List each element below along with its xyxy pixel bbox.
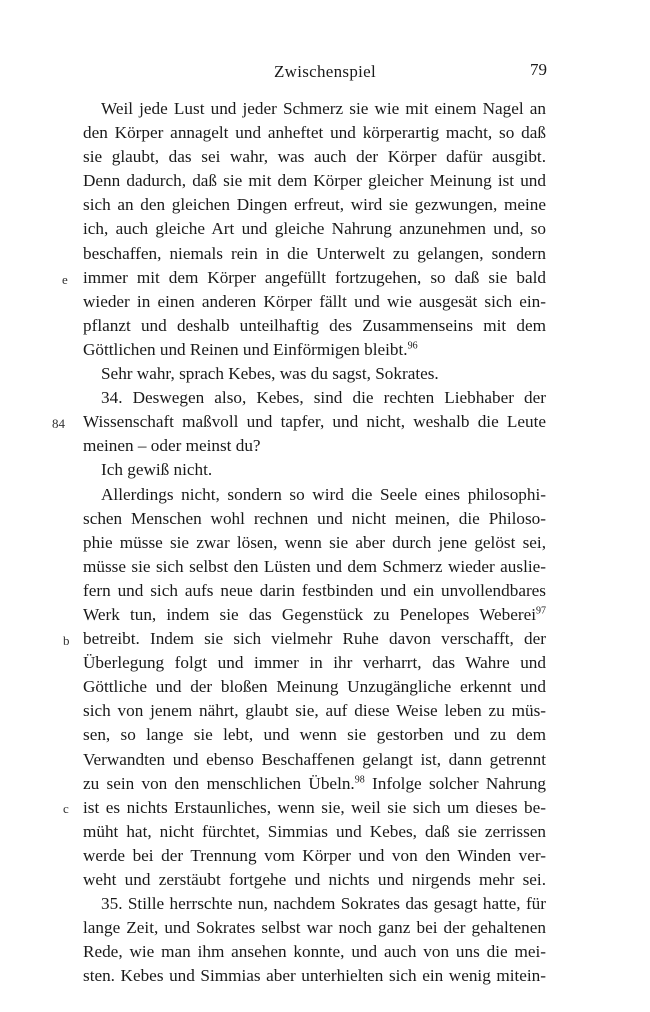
text-line: Überlegung folgt und immer in ihr verharrt, das Wahre und — [83, 653, 546, 673]
text-line: phie müsse sie zwar lösen, wenn sie aber durch jene gelöst sei, — [83, 532, 546, 552]
text-line: schen Menschen wohl rechnen und nicht meinen, die Philoso- — [83, 508, 546, 528]
text-line — [83, 338, 546, 362]
text-line: den Körper annagelt und anheftet und körperartig macht, so daß — [83, 123, 546, 143]
text-line: sen, so lange sie lebt, und wenn sie gestorben und zu dem — [83, 725, 546, 745]
text-line: lange Zeit, und Sokrates selbst war noch ganz bei der gehaltenen — [83, 918, 546, 938]
text-line: Denn dadurch, daß sie mit dem Körper gleicher Meinung ist und — [83, 171, 546, 191]
text-line: wieder in einen anderen Körper fällt und wie ausgesät sich ein- — [83, 291, 546, 311]
text-line: 34. Deswegen also, Kebes, sind die rechten Liebhaber der — [101, 388, 546, 408]
text-line: Allerdings nicht, sondern so wird die Seele eines philosophi- — [101, 484, 546, 504]
margin-marker-b: b — [63, 633, 70, 648]
body-text — [83, 97, 546, 988]
text-line: Sehr wahr, sprach Kebes, was du sagst, Sokrates. — [101, 364, 439, 384]
text-line: 35. Stille herrschte nun, nachdem Sokrates das gesagt hatte, für — [101, 894, 546, 914]
margin-marker-e: e — [62, 272, 68, 287]
margin-marker-84: 84 — [52, 416, 65, 431]
text-line: pflanzt und deshalb unteilhaftig des Zusammenseins mit dem — [83, 315, 546, 335]
text-line: sten. Kebes und Simmias aber unterhielten sich ein wenig mitein- — [83, 966, 546, 986]
footnote-ref-98: 98 — [354, 773, 365, 785]
text-line: sich von jenem nährt, glaubt sie, auf diese Weise leben zu müs- — [83, 701, 546, 721]
text-line: weht und zerstäubt fortgehe und nichts und nirgends mehr sei. — [83, 870, 546, 889]
line-text: zu sein von den menschlichen Übeln. — [83, 773, 355, 793]
text-line: Wissenschaft maßvoll und tapfer, und nicht, weshalb die Leute — [83, 412, 546, 432]
text-line: beschaffen, niemals rein in die Unterwelt zu gelangen, sondern — [83, 243, 546, 263]
text-line: Verwandten und ebenso Beschaffenen gelangt ist, dann getrennt — [83, 749, 546, 769]
text-line: meinen – oder meinst du? — [83, 436, 261, 456]
text-line: immer mit dem Körper angefüllt fortzugehen, so daß sie bald — [83, 267, 546, 287]
text-line: Göttliche und der bloßen Meinung Unzugängliche erkennt und — [83, 677, 546, 697]
text-line: müsse sie sich selbst den Lüsten und dem Schmerz wieder auslie- — [83, 556, 546, 576]
margin-marker-c: c — [63, 801, 69, 816]
text-line: müht hat, nicht fürchtet, Simmias und Kebes, daß sie zerrissen — [83, 821, 546, 841]
text-line: ich, auch gleiche Art und gleiche Nahrung anzunehmen und, so — [83, 219, 546, 239]
line-text-tail: Infolge solcher Nahrung — [372, 773, 546, 793]
line-text: Göttlichen und Reinen und Einförmigen bleibt. — [83, 339, 408, 359]
footnote-ref-96: 96 — [407, 340, 418, 352]
text-line: ist es nichts Erstaunliches, wenn sie, weil sie sich um dieses be- — [83, 797, 546, 817]
line-text: Werk tun, indem sie das Gegenstück zu Penelopes Weberei — [83, 604, 536, 624]
text-line: sich an den gleichen Dingen erfreut, wird sie gezwungen, meine — [83, 195, 546, 215]
text-line — [83, 772, 546, 796]
text-line: Ich gewiß nicht. — [101, 460, 213, 480]
text-line: werde bei der Trennung vom Körper und von den Winden ver- — [83, 845, 546, 865]
page-number: 79 — [530, 60, 547, 79]
chapter-title: Zwischenspiel — [273, 62, 377, 81]
text-line: sie glaubt, das sei wahr, was auch der Körper dafür ausgibt. — [83, 147, 546, 167]
text-line: Weil jede Lust und jeder Schmerz sie wie mit einem Nagel an — [101, 99, 546, 118]
text-line: Rede, wie man ihm ansehen konnte, und auch von uns die mei- — [83, 942, 546, 962]
text-line: fern und sich aufs neue darin festbinden und ein unvollendbares — [83, 580, 546, 600]
text-line: betreibt. Indem sie sich vielmehr Ruhe davon verschafft, der — [83, 629, 546, 649]
footnote-ref-97: 97 — [536, 605, 546, 617]
text-line — [83, 603, 546, 627]
